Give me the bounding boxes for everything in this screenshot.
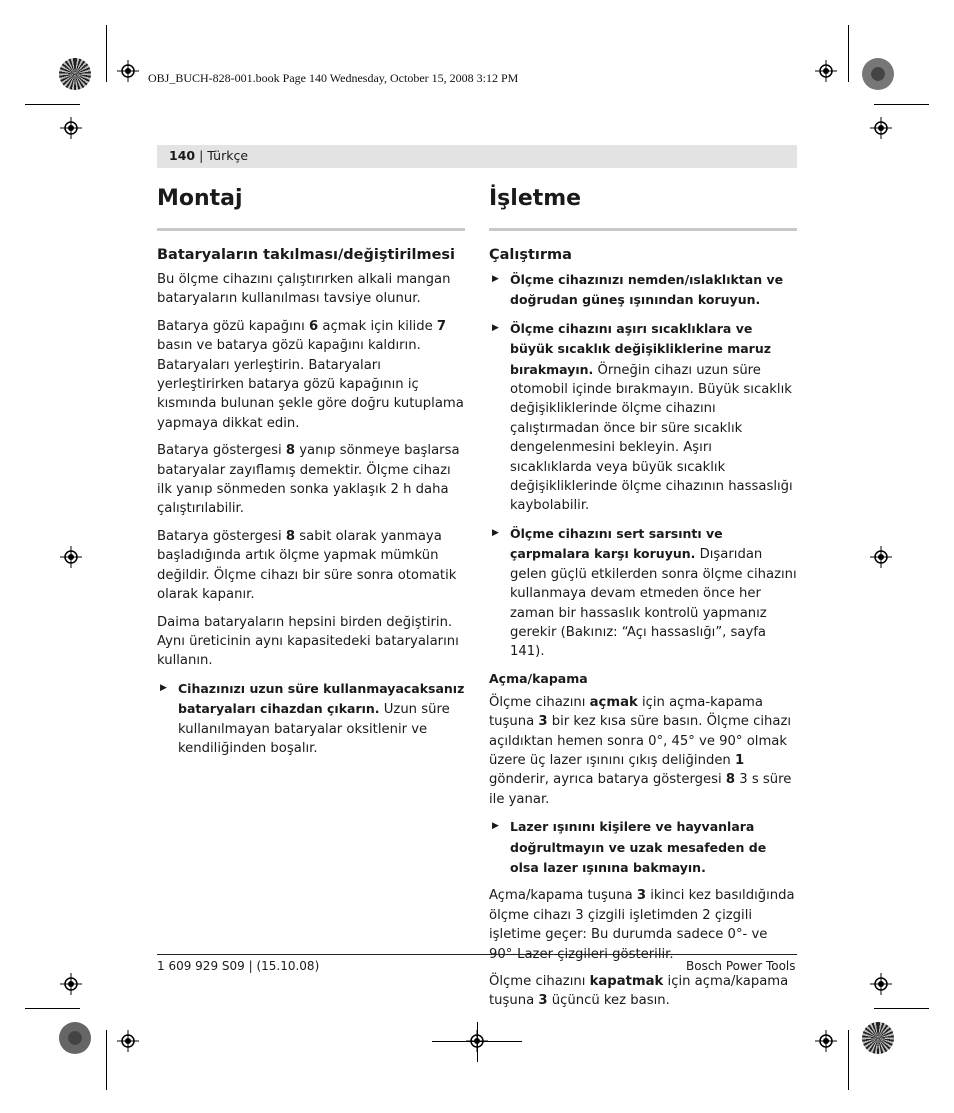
bullet-item: ▶ Ölçme cihazını sert sarsıntı ve çarpmalara karşı koruyun. Dışarıdan gelen güçlü etkilerden sonra ölçme cihazını kullanmaya devam etmeden önce her zaman bir hassaslık kontrolü yapmanız gerekir (Bakınız: “Açı hassaslığı”, sayfa 141). (489, 524, 797, 662)
registration-mark-icon (60, 117, 82, 139)
registration-mark-icon (60, 546, 82, 568)
book-slug: OBJ_BUCH-828-001.book Page 140 Wednesday, October 15, 2008 3:12 PM (148, 71, 519, 85)
registration-mark-icon (815, 60, 837, 82)
page-number: 140 (169, 148, 196, 163)
page-header (157, 145, 797, 168)
paragraph: Batarya gözü kapağını 6 açmak için kilide 7 basın ve batarya gözü kapağını kaldırın. Bataryaları yerleştirin. Bataryaları yerleştirirken batarya gözü kapağının iç kısmında bulunan şekle göre doğru kutuplama yapmaya dikkat edin. (157, 318, 464, 431)
footer-rule (157, 954, 797, 955)
right-column (489, 184, 797, 1019)
paragraph: Ölçme cihazını açmak için açma-kapama tuşuna 3 bir kez kısa süre basın. Ölçme cihazı açıldıktan hemen sonra 0°, 45° ve 90° olmak üzere üç lazer ışınını çıkış deliğinden 1 gönderir, ayrıca batarya göstergesi 8 3 s süre ile yanar. (489, 694, 792, 807)
section-title-montaj: Montaj (157, 184, 465, 231)
color-rosette-icon (59, 58, 91, 90)
header-language: | Türkçe (195, 148, 249, 163)
paragraph: Batarya göstergesi 8 sabit olarak yanmaya başladığında artık ölçme yapmak mümkün değildir. Ölçme cihazı bir süre sonra otomatik olarak kapanır. (157, 528, 457, 603)
paragraph: Batarya göstergesi 8 yanıp sönmeye başlarsa bataryalar zayıflamış demektir. Ölçme cihazı ilk yanıp sönmeden sonka yaklaşık 2 h daha çalıştırılabilir. (157, 443, 460, 517)
section-title-isletme: İşletme (489, 184, 797, 231)
registration-mark-icon (117, 60, 139, 82)
paragraph: Daima bataryaların hepsini birden değiştirin. Aynı üreticinin aynı kapasitedeki bataryalarını kullanın. (157, 614, 459, 669)
registration-mark-icon (870, 117, 892, 139)
registration-mark-icon (815, 1030, 837, 1052)
bullet-item: ▶ Cihazınızı uzun süre kullanmayacaksanız bataryaları cihazdan çıkarın. Uzun süre kullanılmayan bataryalar oksitlenir ve kendiliğinden boşalır. (157, 679, 465, 759)
color-rosette-icon (862, 1022, 894, 1054)
registration-mark-icon (870, 546, 892, 568)
left-column (157, 184, 465, 766)
paragraph: Ölçme cihazını kapatmak için açma/kapama tuşuna 3 üçüncü kez basın. (489, 974, 789, 1009)
bullet-item: ▶ Ölçme cihazını aşırı sıcaklıklara ve büyük sıcaklık değişikliklerine maruz bırakmayın. Örneğin cihazı uzun süre otomobil içinde bırakmayın. Büyük sıcaklık değişikliklerinde ölçme cihazını çalıştırmadan önce bir süre sıcaklık dengelenmesini bekleyin. Aşırı sıcaklıklarda veya büyük sıcaklık değişikliklerinde ölçme cihazının hassaslığı kaybolabilir. (489, 319, 797, 516)
color-rosette-icon (862, 58, 894, 90)
subsection-title: Bataryaların takılması/değiştirilmesi (157, 247, 456, 263)
bullet-item: ▶ Ölçme cihazınızı nemden/ıslaklıktan ve doğrudan güneş ışınından koruyun. (489, 270, 797, 311)
footer-doc-id: 1 609 929 S09 | (15.10.08) (157, 959, 320, 973)
footer-brand: Bosch Power Tools (686, 959, 796, 973)
bullet-item: ▶ Lazer ışınını kişilere ve hayvanlara doğrultmayın ve uzak mesafeden de olsa lazer ışınına bakmayın. (489, 817, 797, 878)
paragraph: Açma/kapama tuşuna 3 ikinci kez basıldığında ölçme cihazı 3 çizgili işletimden 2 çizgili işletime geçer: Bu durumda sadece 0°- ve 90°-Lazer çizgileri gösterilir. (489, 888, 795, 962)
color-rosette-icon (59, 1022, 91, 1054)
registration-mark-icon (870, 973, 892, 995)
registration-mark-icon (60, 973, 82, 995)
paragraph: Bu ölçme cihazını çalıştırırken alkali mangan bataryaların kullanılması tavsiye olunur. (157, 272, 451, 307)
subsection-title: Çalıştırma (489, 247, 572, 263)
registration-mark-icon (117, 1030, 139, 1052)
subsection-title: Açma/kapama (489, 670, 588, 686)
